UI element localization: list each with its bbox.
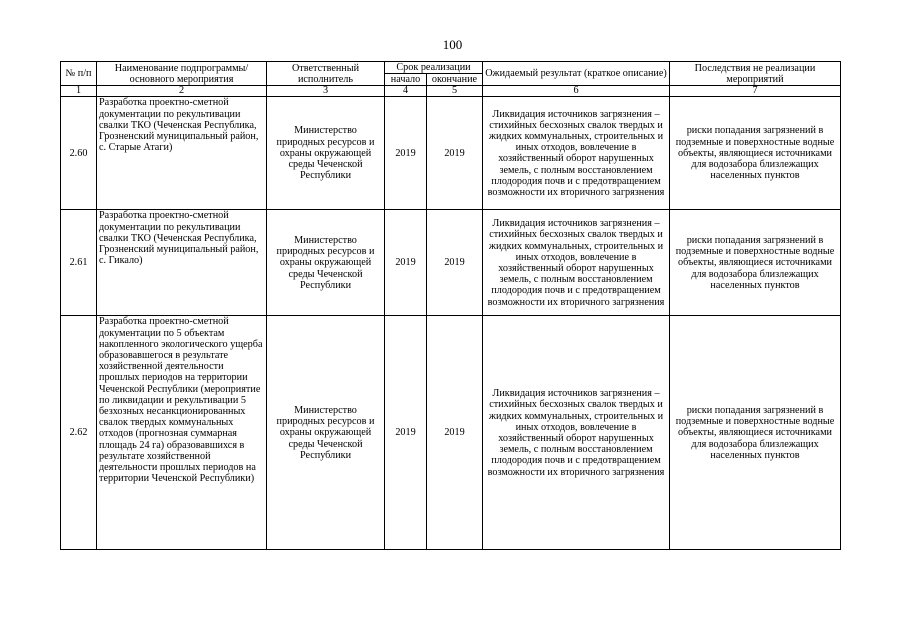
row-responsible: Министерство природных ресурсов и охраны окружающей среды Чеченской Республики [267, 316, 385, 550]
row-end: 2019 [427, 210, 483, 316]
index-cell: 2 [97, 86, 267, 97]
row-consequences: риски попадания загрязнений в подземные и поверхностные водные объекты, являющиеся источниками для водозабора близлежащих населенных пунктов [670, 97, 841, 210]
page-number: 100 [442, 37, 463, 52]
index-cell: 7 [670, 86, 841, 97]
header-consequences: Последствия не реализации мероприятий [670, 62, 841, 86]
row-consequences: риски попадания загрязнений в подземные и поверхностные водные объекты, являющиеся источниками для водозабора близлежащих населенных пунктов [670, 316, 841, 550]
header-term: Срок реализации [385, 62, 483, 74]
row-result: Ликвидация источников загрязнения – стихийных бесхозных свалок твердых и жидких коммунальных, строительных и иных отходов, вовлечение в хозяйственный оборот нарушенных земель, с полным восстановлением плодородия почв и с предотвращением возможности их вторичного загрязнения [483, 210, 670, 316]
index-row [61, 86, 841, 97]
index-cell: 6 [483, 86, 670, 97]
row-end: 2019 [427, 97, 483, 210]
row-start: 2019 [385, 316, 427, 550]
table-row [61, 316, 841, 550]
row-name: Разработка проектно-сметной документации по 5 объектам накопленного экологического ущерба образовавшегося в результате хозяйственной деятельности прошлых периодов на территории Чеченской Республики (мероприятие по ликвидации и рекультивации 5 безхозных несанкционированных свалок твердых коммунальных отходов (прогнозная суммарная площадь 24 га) образовавшихся в результате хозяйственной деятельности прошлых периодов на территории Чеченской Республики) [97, 316, 267, 550]
header-result: Ожидаемый результат (краткое описание) [483, 62, 670, 86]
table-row [61, 210, 841, 316]
row-result: Ликвидация источников загрязнения – стихийных бесхозных свалок твердых и жидких коммунальных, строительных и иных отходов, вовлечение в хозяйственный оборот нарушенных земель, с полным восстановлением плодородия почв и с предотвращением возможности их вторичного загрязнения [483, 316, 670, 550]
row-name: Разработка проектно-сметной документации по рекультивации свалки ТКО (Чеченская Республика, Грозненский муниципальный район, с. Гикало) [97, 210, 267, 316]
row-end: 2019 [427, 316, 483, 550]
index-cell: 5 [427, 86, 483, 97]
row-responsible: Министерство природных ресурсов и охраны окружающей среды Чеченской Республики [267, 97, 385, 210]
header-name: Наименование подпрограммы/ основного мероприятия [97, 62, 267, 86]
row-start: 2019 [385, 210, 427, 316]
header-start: начало [385, 74, 427, 86]
row-result: Ликвидация источников загрязнения – стихийных бесхозных свалок твердых и жидких коммунальных, строительных и иных отходов, вовлечение в хозяйственный оборот нарушенных земель, с полным восстановлением плодородия почв и с предотвращением возможности их вторичного загрязнения [483, 97, 670, 210]
header-end: окончание [427, 74, 483, 86]
row-consequences: риски попадания загрязнений в подземные и поверхностные водные объекты, являющиеся источниками для водозабора близлежащих населенных пунктов [670, 210, 841, 316]
row-number: 2.62 [61, 316, 97, 550]
index-cell: 4 [385, 86, 427, 97]
row-number: 2.60 [61, 97, 97, 210]
header-row-1 [61, 62, 841, 74]
header-num: № п/п [61, 62, 97, 86]
index-cell: 1 [61, 86, 97, 97]
row-start: 2019 [385, 97, 427, 210]
index-cell: 3 [267, 86, 385, 97]
row-responsible: Министерство природных ресурсов и охраны окружающей среды Чеченской Республики [267, 210, 385, 316]
header-responsible: Ответственный исполнитель [267, 62, 385, 86]
measures-table [60, 61, 841, 550]
table-row [61, 97, 841, 210]
row-name: Разработка проектно-сметной документации по рекультивации свалки ТКО (Чеченская Республика, Грозненский муниципальный район, с. Старые Атаги) [97, 97, 267, 210]
row-number: 2.61 [61, 210, 97, 316]
